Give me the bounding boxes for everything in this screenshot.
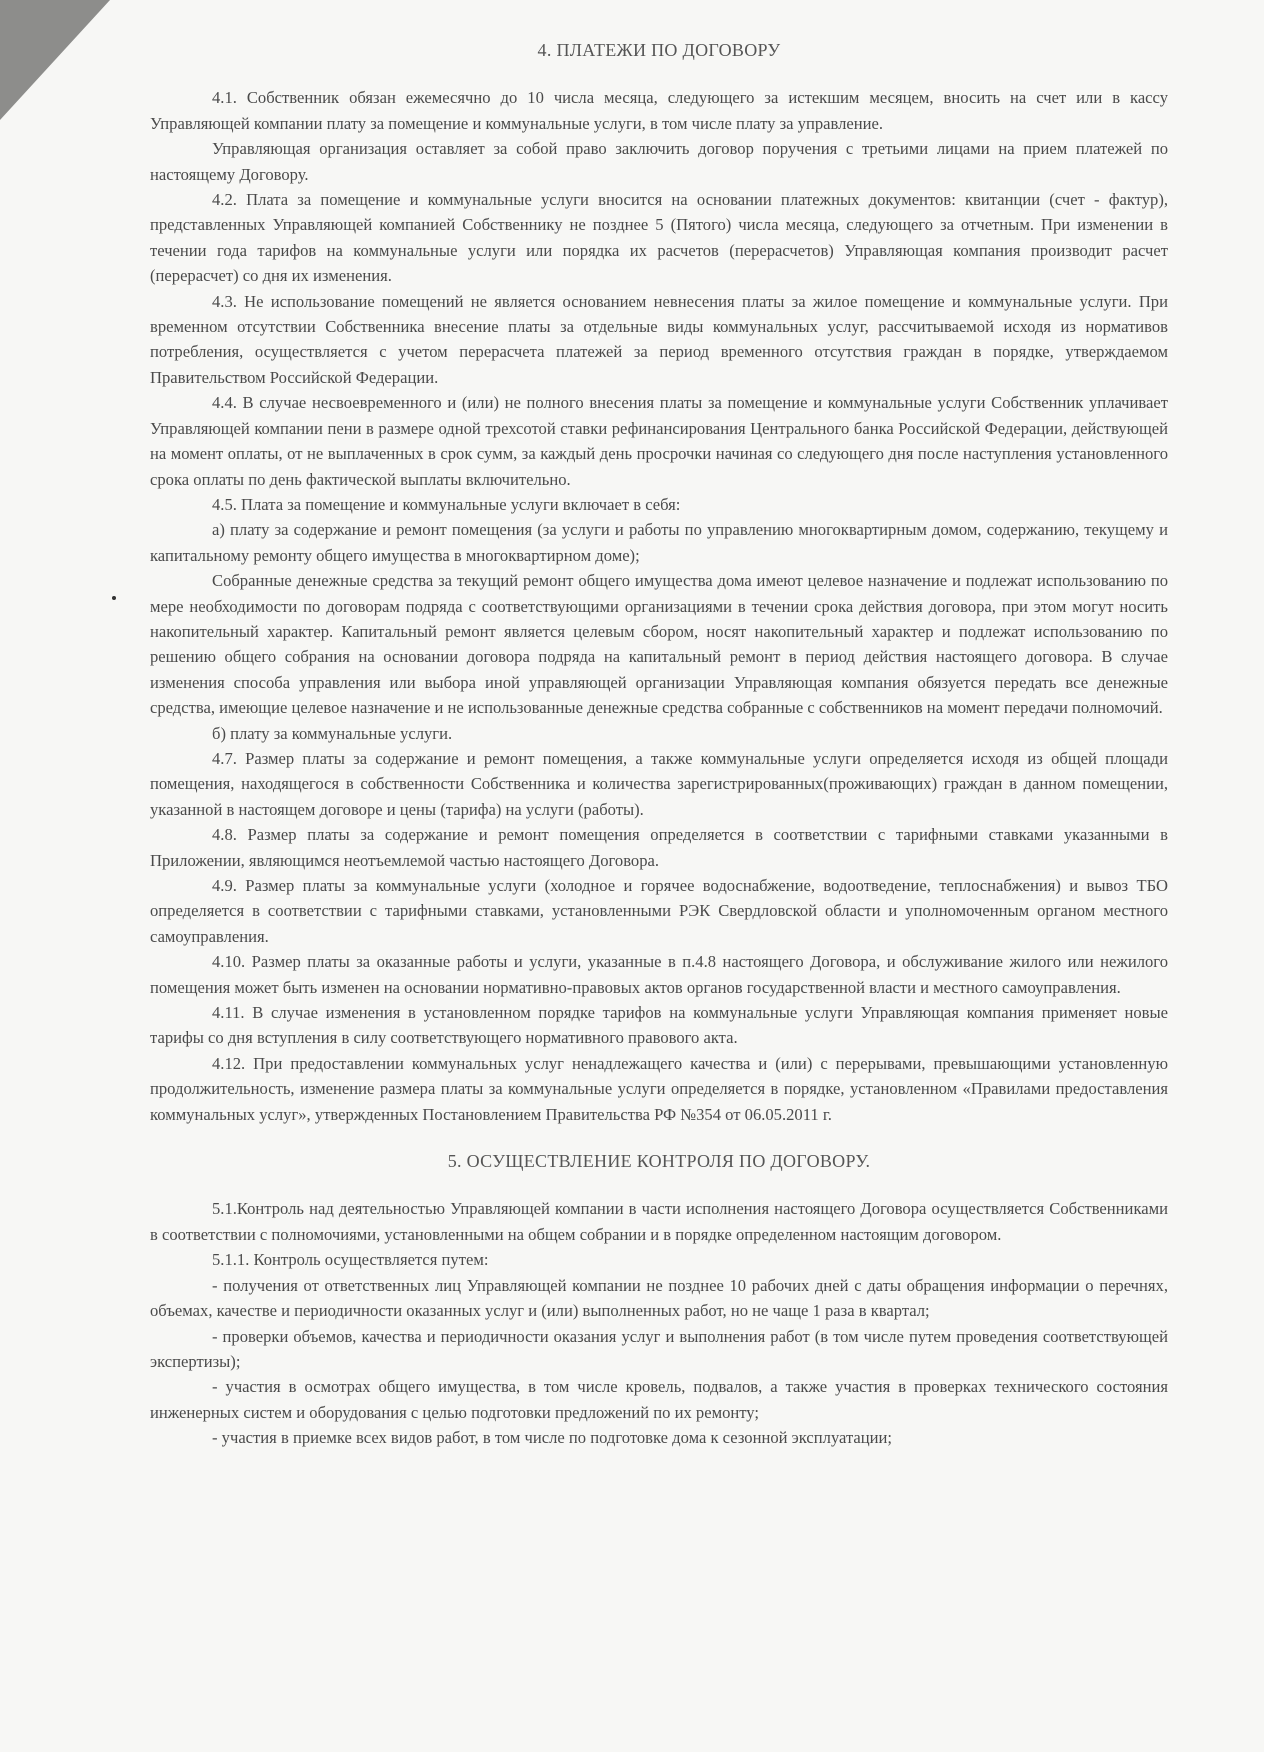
section-5-title: 5. ОСУЩЕСТВЛЕНИЕ КОНТРОЛЯ ПО ДОГОВОРУ. (447, 1151, 871, 1172)
paragraph: - участия в осмотрах общего имущества, в том числе кровель, подвалов, а также участия в проверках технического состояния инженерных систем и оборудования с целью подготовки предложений по их ремонту; (150, 1377, 1168, 1422)
paragraph: 4.1. Собственник обязан ежемесячно до 10 числа месяца, следующего за истекшим месяцем, вносить на счет или в кассу Управляющей компании плату за помещение и коммунальные услуги, в том числе плату за управление. (150, 88, 1168, 133)
paragraph: - проверки объемов, качества и периодичности оказания услуг и выполнения работ (в том числе путем проведения соответствующей экспертизы); (150, 1326, 1168, 1371)
section-5-body (150, 1196, 1168, 1450)
paragraph: 4.3. Не использование помещений не является основанием невнесения платы за жилое помещение и коммунальные услуги. При временном отсутствии Собственника внесение платы за отдельные виды коммунальных услуг, рассчитываемой исходя из нормативов потребления, осуществляется с учетом перерасчета платежей за период временного отсутствия граждан в порядке, утверждаемом Правительством Российской Федерации. (150, 291, 1168, 387)
paragraph: а) плату за содержание и ремонт помещения (за услуги и работы по управлению многоквартирным домом, содержанию, текущему и капитальному ремонту общего имущества в многоквартирном доме); (150, 520, 1168, 565)
paragraph: - получения от ответственных лиц Управляющей компании не позднее 10 рабочих дней с даты обращения информации о перечнях, объемах, качестве и периодичности оказанных услуг и (или) выполненных работ, но не чаще 1 раза в квартал; (150, 1275, 1168, 1321)
paragraph: 4.5. Плата за помещение и коммунальные услуги включает в себя: (212, 494, 681, 514)
paragraph: 4.8. Размер платы за содержание и ремонт помещения определяется в соответствии с тарифными ставками указанными в Приложении, являющимся неотъемлемой частью настоящего Договора. (150, 825, 1168, 870)
paragraph: 5.1.Контроль над деятельностью Управляющей компании в части исполнения настоящего Договора осуществляется Собственниками в соответствии с полномочиями, установленными на общем собрании и в порядке определенном настоящим договором. (150, 1199, 1168, 1244)
scan-corner-fold (0, 0, 110, 120)
paragraph: 4.7. Размер платы за содержание и ремонт помещения, а также коммунальные услуги определяется исходя из общей площади помещения, находящегося в собственности Собственника и количества зарегистрированных(проживающих) граждан в данном помещении, указанной в настоящем договоре и цены (тарифа) на услуги (работы). (150, 748, 1168, 819)
paragraph: 4.2. Плата за помещение и коммунальные услуги вносится на основании платежных документов: квитанции (счет - фактур), представленных Управляющей компанией Собственнику не позднее 5 (Пятого) числа месяца, следующего за отчетным. При изменении в течении года тарифов на коммунальные услуги или порядка их расчетов (перерасчетов) Управляющая компания производит расчет (перерасчет) со дня их изменения. (150, 190, 1168, 286)
paragraph: 4.10. Размер платы за оказанные работы и услуги, указанные в п.4.8 настоящего Договора, и обслуживание жилого или нежилого помещения может быть изменен на основании нормативно-правовых актов органов государственной власти и местного самоуправления. (150, 952, 1168, 997)
paragraph: 4.9. Размер платы за коммунальные услуги (холодное и горячее водоснабжение, водоотведение, теплоснабжения) и вывоз ТБО определяется в соответствии с тарифными ставками, установленными РЭК Свердловской области и уполномоченным органом местного самоуправления. (150, 876, 1168, 946)
paragraph: Собранные денежные средства за текущий ремонт общего имущества дома имеют целевое назначение и подлежат использованию по мере необходимости по договорам подряда с соответствующими организациями в течении срока действия договора, при этом могут носить накопительный характер. Капитальный ремонт является целевым сбором, носят накопительный характер и подлежат использованию по решению общего собрания на основании договора подряда на капитальный ремонт в период действия настоящего договора. В случае изменения способа управления или выбора иной управляющей организации Управляющая компания обязуется передать все денежные средства, имеющие целевое назначение и не использованные денежные средства собранные с собственников на момент передачи полномочий. (150, 571, 1168, 718)
section-4-body (150, 85, 1168, 1127)
paragraph: 4.11. В случае изменения в установленном порядке тарифов на коммунальные услуги Управляющая компания применяет новые тарифы со дня вступления в силу соответствующего нормативного правового акта. (150, 1003, 1168, 1048)
section-4-title: 4. ПЛАТЕЖИ ПО ДОГОВОРУ (537, 40, 781, 60)
paragraph: 4.4. В случае несвоевременного и (или) не полного внесения платы за помещение и коммунальные услуги Собственник уплачивает Управляющей компании пени в размере одной трехсотой ставки рефинансирования Центрального банка Российской Федерации, действующей на момент оплаты, от не выплаченных в срок сумм, за каждый день просрочки начиная со следующего дня после наступления установленного срока оплаты по день фактической выплаты включительно. (150, 393, 1168, 489)
paragraph: б) плату за коммунальные услуги. (212, 723, 453, 743)
scan-speck (112, 596, 116, 600)
paragraph: Управляющая организация оставляет за собой право заключить договор поручения с третьими лицами на прием платежей по настоящему Договору. (150, 139, 1168, 184)
paragraph: 4.12. При предоставлении коммунальных услуг ненадлежащего качества и (или) с перерывами, превышающими установленную продолжительность, изменение размера платы за коммунальные услуги определяется в порядке, установленном «Правилами предоставления коммунальных услуг», утвержденных Постановлением Правительства РФ №354 от 06.05.2011 г. (150, 1053, 1168, 1124)
paragraph: 5.1.1. Контроль осуществляется путем: (212, 1250, 489, 1270)
paragraph: - участия в приемке всех видов работ, в том числе по подготовке дома к сезонной эксплуатации; (212, 1428, 893, 1448)
document-page (150, 38, 1168, 1451)
